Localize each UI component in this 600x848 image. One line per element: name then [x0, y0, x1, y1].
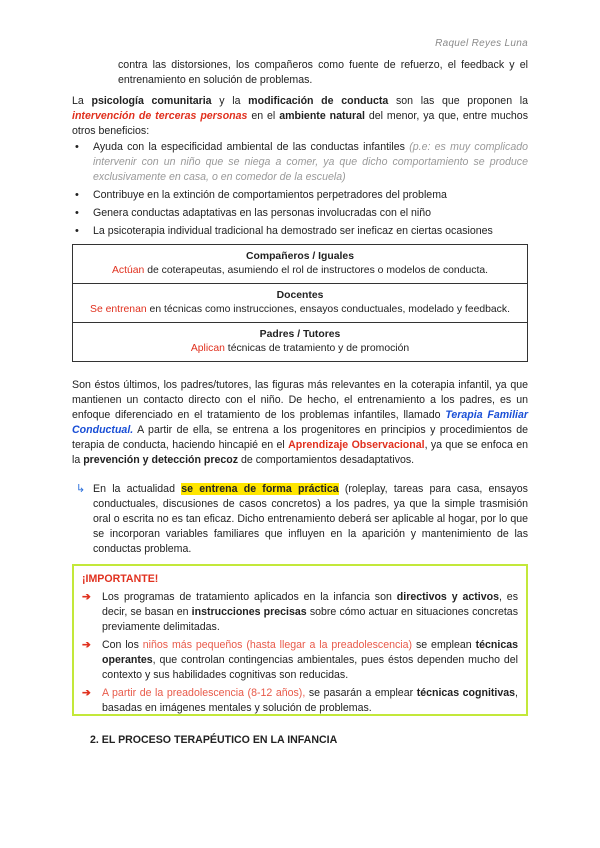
text: , basadas en imágenes mentales y solución de problemas.: [102, 687, 518, 714]
text: A partir de ella, se entrena a los progenitores en principios y procedimientos de terapia de conducta, haciendo hincapié en el: [72, 424, 528, 451]
term-preadolescence: A partir de la preadolescencia (8-12 años),: [102, 687, 306, 699]
paragraph-community-psychology: [72, 94, 528, 139]
role-description: técnicas de tratamiento y de promoción: [224, 343, 410, 354]
term-directive-active: directivos y activos: [396, 591, 499, 603]
term-behavior-modification: modificación de conducta: [248, 95, 389, 107]
section-heading: 2. EL PROCESO TERAPÉUTICO EN LA INFANCIA: [90, 734, 338, 746]
list-item: [72, 224, 528, 239]
term-operant-techniques: técnicas operantes: [102, 639, 518, 666]
text: (roleplay, tareas para casa, ensayos conductuales, discusiones de casos concretos) a los padres, ya que la simple trasmisión oral o escrita no es tan eficaz. Dicho entrenamiento deberá ser aplicable al hogar, por lo que se incorporan variables familiares que influyen en la aparición y mantenimiento de las conductas problema.: [93, 483, 528, 555]
header-author: Raquel Reyes Luna: [435, 38, 528, 49]
table-cell: [73, 284, 528, 323]
important-list: [82, 590, 518, 716]
term-precise-instructions: instrucciones precisas: [191, 606, 307, 618]
paragraph-parents: [72, 378, 528, 468]
practical-training-note: [72, 482, 528, 557]
role-verb: Actúan: [111, 265, 145, 276]
list-item-text: Ayuda con la especificidad ambiental de las conductas infantiles: [93, 141, 410, 153]
term-cognitive-techniques: técnicas cognitivas: [416, 687, 516, 699]
role-heading: Padres / Tutores: [259, 329, 341, 340]
term-community-psychology: psicología comunitaria: [91, 95, 212, 107]
arrow-icon: ➔: [82, 591, 91, 603]
role-description: de coterapeutas, asumiendo el rol de instructores o modelos de conducta.: [144, 265, 489, 276]
list-item: [82, 686, 518, 716]
intro-continuation: contra las distorsiones, los compañeros como fuente de refuerzo, el feedback y el entrenamiento en solución de problemas.: [118, 59, 528, 86]
term-observational-learning: Aprendizaje Observacional: [288, 439, 425, 451]
term-natural-environment: ambiente natural: [279, 110, 365, 122]
list-item: [82, 590, 518, 635]
list-item: [72, 140, 528, 185]
text: , ya que se enfoca en la: [72, 439, 528, 466]
text: Los programas de tratamiento aplicados en la infancia son: [102, 591, 397, 603]
table-cell: [73, 245, 528, 284]
list-item: [72, 206, 528, 221]
benefits-list: [72, 140, 528, 242]
table-row: [73, 284, 528, 323]
text: En la actualidad: [93, 483, 182, 495]
text: en el: [247, 110, 280, 122]
term-family-therapy: Terapia Familiar Conductual.: [72, 409, 528, 436]
important-title: ¡IMPORTANTE!: [82, 573, 159, 585]
text: se emplean: [412, 639, 476, 651]
roles-table: [72, 244, 528, 362]
text: se pasarán a emplear: [305, 687, 417, 699]
list-item-text: Genera conductas adaptativas en las personas involucradas con el niño: [93, 207, 432, 219]
bullet-icon: •: [75, 141, 79, 153]
term-early-detection: prevención y detección precoz: [83, 454, 239, 466]
text: y la: [211, 95, 249, 107]
term-younger-children: niños más pequeños (hasta llegar a la preadolescencia): [142, 639, 413, 651]
bullet-icon: •: [75, 225, 79, 237]
table-row: [73, 245, 528, 284]
list-item-text: Contribuye en la extinción de comportamientos perpetradores del problema: [93, 189, 447, 201]
table-cell: [73, 323, 528, 362]
arrow-icon: ➔: [82, 687, 91, 699]
list-item-text: La psicoterapia individual tradicional ha demostrado ser ineficaz en ciertas ocasiones: [93, 225, 493, 237]
role-description: en técnicas como instrucciones, ensayos conductuales, modelado y feedback.: [146, 304, 510, 315]
important-box: [72, 564, 528, 716]
term-third-party-intervention: intervención de terceras personas: [72, 110, 248, 122]
list-item-note: (p.e: es muy complicado intervenir con un niño que se niega a comer, ya que dicho comportamiento se produce exclusivamente en casa, o en comedor de la escuela): [93, 141, 528, 183]
text: son las que proponen la: [388, 95, 529, 107]
highlighted-text: se entrena de forma práctica: [181, 483, 339, 495]
list-item: [82, 638, 518, 683]
text: , que controlan contingencias ambientales, pues éstos dependen mucho del contexto y sus habilidades cognitivas son reducidas.: [102, 654, 518, 681]
text: La: [72, 95, 92, 107]
role-heading: Compañeros / Iguales: [246, 251, 354, 262]
arrow-icon: ➔: [82, 639, 91, 651]
return-arrow-icon: ↳: [76, 483, 86, 495]
role-verb: Aplican: [190, 343, 225, 354]
list-item: [72, 188, 528, 203]
table-row: [73, 323, 528, 362]
text: , es decir, se basan en: [102, 591, 518, 618]
bullet-icon: •: [75, 189, 79, 201]
bullet-icon: •: [75, 207, 79, 219]
text: del menor, ya que, entre muchos otros beneficios:: [72, 110, 528, 137]
role-heading: Docentes: [276, 290, 324, 301]
role-verb: Se entrenan: [90, 304, 147, 315]
text: de comportamientos desadaptativos.: [238, 454, 415, 466]
text: Son éstos últimos, los padres/tutores, las figuras más relevantes en la coterapia infantil, ya que mantienen un contacto directo con el niño. De hecho, el entrenamiento a los padres, es un enfoque diferenciado en el tratamiento de los problemas infantiles, llamado: [72, 379, 528, 421]
text: Con los: [102, 639, 143, 651]
text: sobre cómo actuar en situaciones concretas previamente delimitadas.: [102, 606, 518, 633]
